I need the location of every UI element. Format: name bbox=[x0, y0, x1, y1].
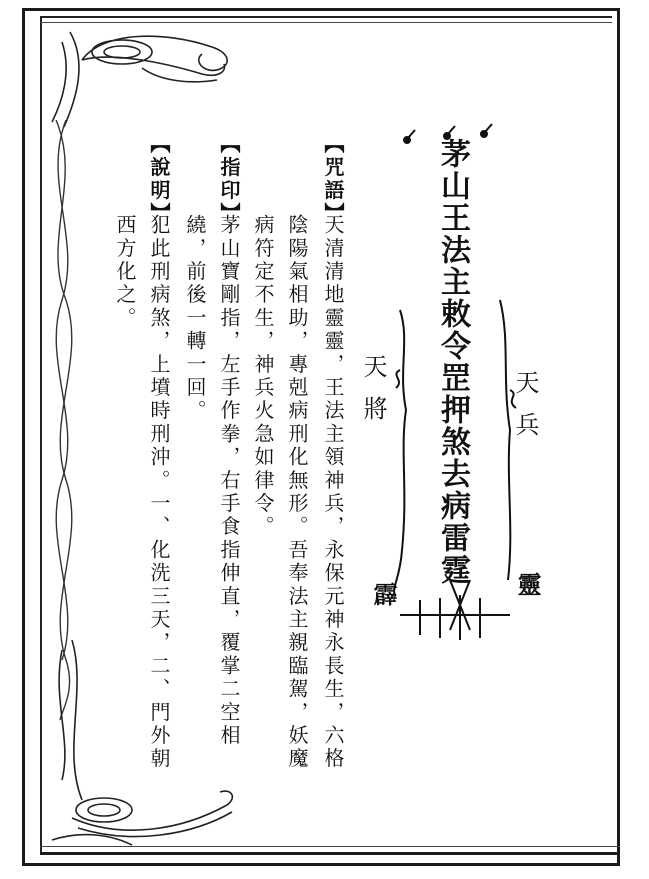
explanation-line-2: 西方化之。 bbox=[113, 214, 137, 330]
talisman-left-label: 天將 bbox=[359, 354, 387, 438]
top-rule bbox=[40, 16, 612, 18]
incantation-line-3: 病符定不生，神兵火急如律令。 bbox=[251, 214, 275, 539]
explanation-line-1: 犯此刑病煞，上墳時刑沖。一、化洗三天，二、門外朝 bbox=[147, 214, 171, 771]
explanation-label: 【說明】 bbox=[147, 133, 171, 226]
top-left-flourish-ornament bbox=[42, 22, 242, 132]
bottom-left-flourish-ornament bbox=[42, 640, 242, 850]
incantation-label: 【咒語】 bbox=[321, 133, 345, 226]
talisman-thunder-glyph-right: 靈 bbox=[513, 572, 542, 598]
hand-seal-line-2: 繞，前後一轉一回。 bbox=[183, 214, 207, 423]
talisman-right-label: 天兵 bbox=[511, 370, 539, 454]
hand-seal-label: 【指印】 bbox=[217, 133, 241, 226]
bottom-rule bbox=[40, 852, 620, 855]
incantation-line-1: 天清清地靈靈，王法主領神兵，永保元神永長生，六格 bbox=[321, 214, 345, 771]
talisman-main-text: 茅山王法主敕令罡押煞去病雷霆 bbox=[435, 138, 470, 586]
hand-seal-line-1: 茅山寶剛指，左手作拳，右手食指伸直，覆掌二空相 bbox=[217, 214, 241, 748]
talisman-thunder-glyph-left: 霹 bbox=[369, 582, 398, 608]
incantation-line-2: 陰陽氣相助，專剋病刑化無形。吾奉法主親臨駕，妖魔 bbox=[285, 214, 309, 771]
left-vine-ornament bbox=[42, 120, 90, 720]
